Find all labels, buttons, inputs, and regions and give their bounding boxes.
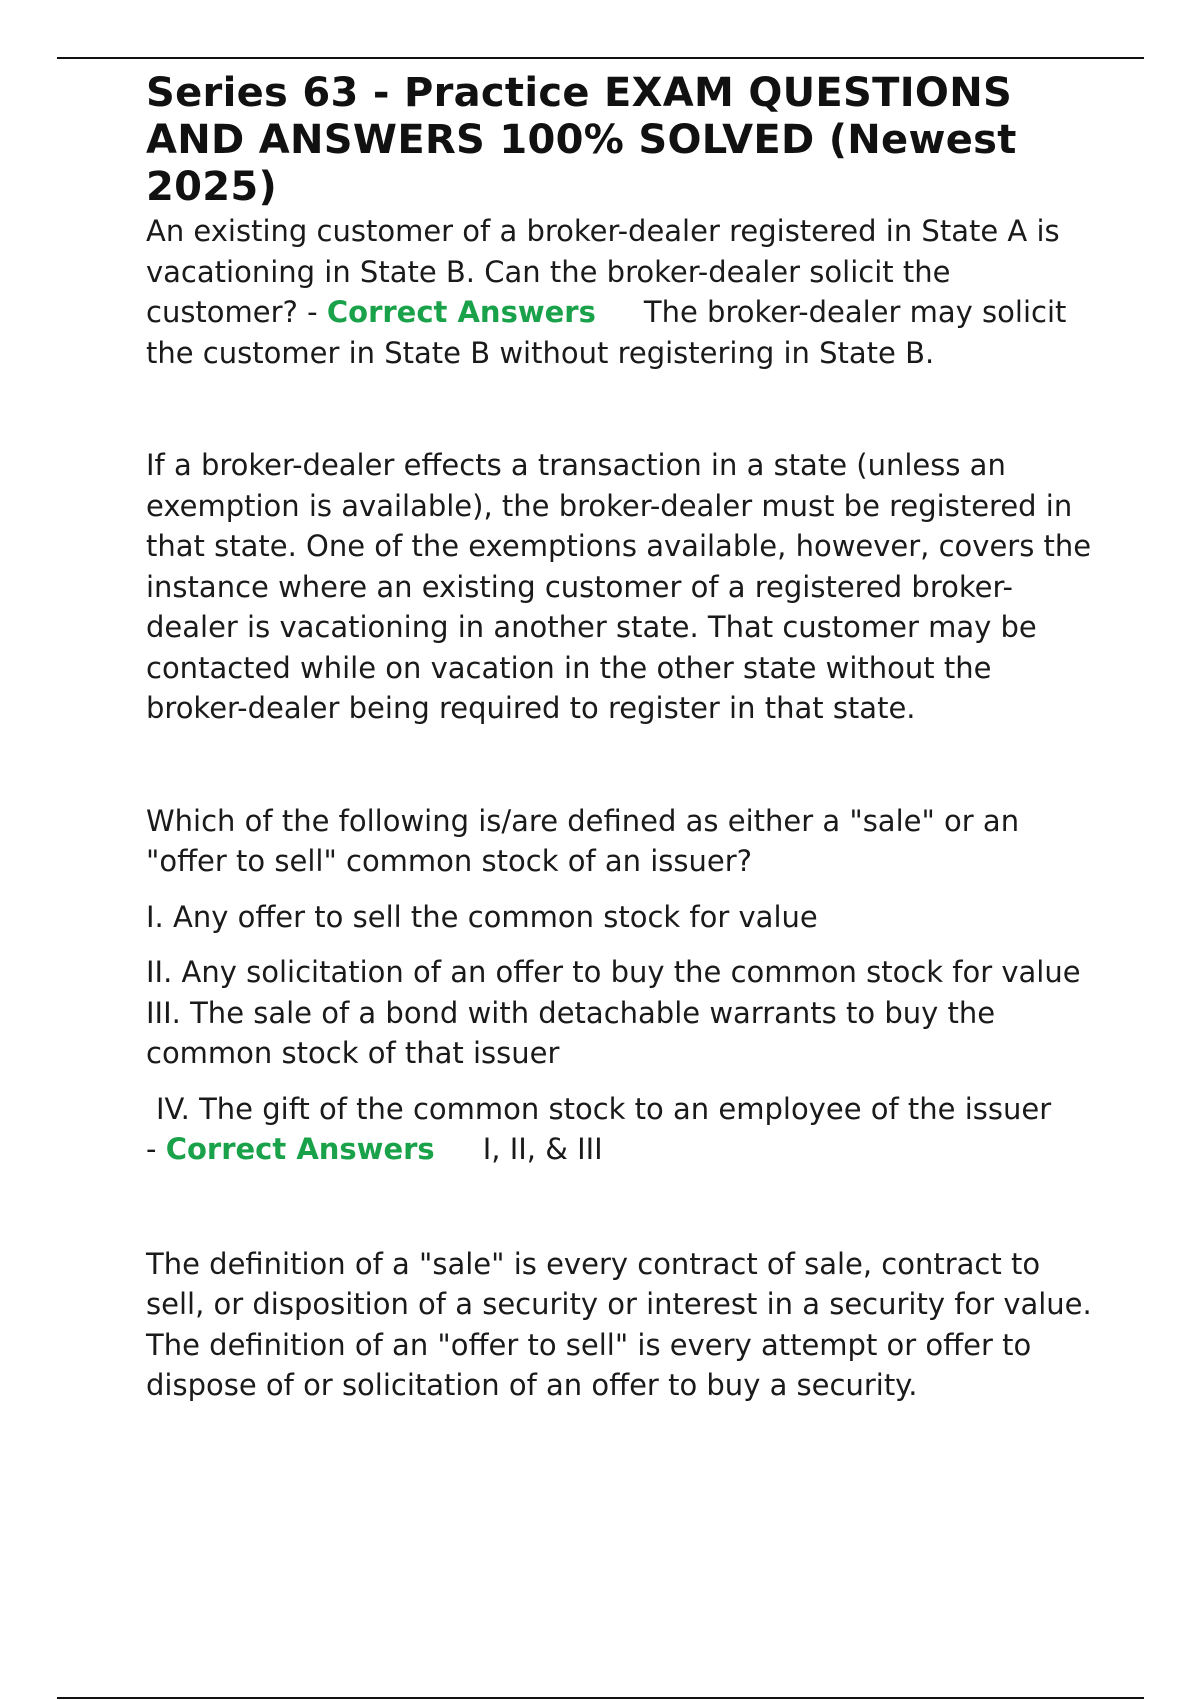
- explanation-1: If a broker-dealer effects a transaction in a state (unless an exemption is available), the broker-dealer must be registered in that state. One of the exemptions available, however, covers the instance where an existing customer of a registered broker-dealer is vacationing in another state. That customer may be contacted while on vacation in the other state without the broker-dealer being required to register in that state.: [146, 448, 1092, 725]
- question-2-item-1: I. Any offer to sell the common stock for value: [146, 899, 818, 934]
- answer-2-text: I, II, & III: [482, 1132, 603, 1166]
- bottom-rule: [57, 1697, 1144, 1699]
- question-1: [146, 211, 1096, 373]
- answer-dash: -: [146, 1132, 166, 1166]
- question-2-item-4-and-answer: [146, 1089, 1096, 1170]
- correct-answers-label-1: Correct Answers: [326, 295, 596, 329]
- question-2-item-2-3: II. Any solicitation of an offer to buy the common stock for value III. The sale of a bond with detachable warrants to buy the common stock of that issuer: [146, 955, 1081, 1070]
- question-1-text: An existing customer of a broker-dealer registered in State A is vacationing in State B. Can the broker-dealer solicit the customer? -: [146, 214, 1060, 329]
- question-2-item-4: IV. The gift of the common stock to an employee of the issuer: [156, 1091, 1052, 1126]
- document-title: Series 63 - Practice EXAM QUESTIONS AND ANSWERS 100% SOLVED (Newest 2025): [146, 70, 1017, 210]
- correct-answers-label-2: Correct Answers: [165, 1132, 435, 1166]
- top-rule: [57, 57, 1144, 59]
- answer-1-text: The broker-dealer may solicit the customer in State B without registering in State B.: [146, 295, 1067, 370]
- question-2-text: Which of the following is/are defined as either a "sale" or an "offer to sell" common stock of an issuer?: [146, 803, 1020, 878]
- explanation-2: The definition of a "sale" is every contract of sale, contract to sell, or disposition of a security or interest in a security for value. The definition of an "offer to sell" is every attempt or offer to dispose of or solicitation of an offer to buy a security.: [146, 1246, 1092, 1402]
- document-body: [146, 70, 1096, 1406]
